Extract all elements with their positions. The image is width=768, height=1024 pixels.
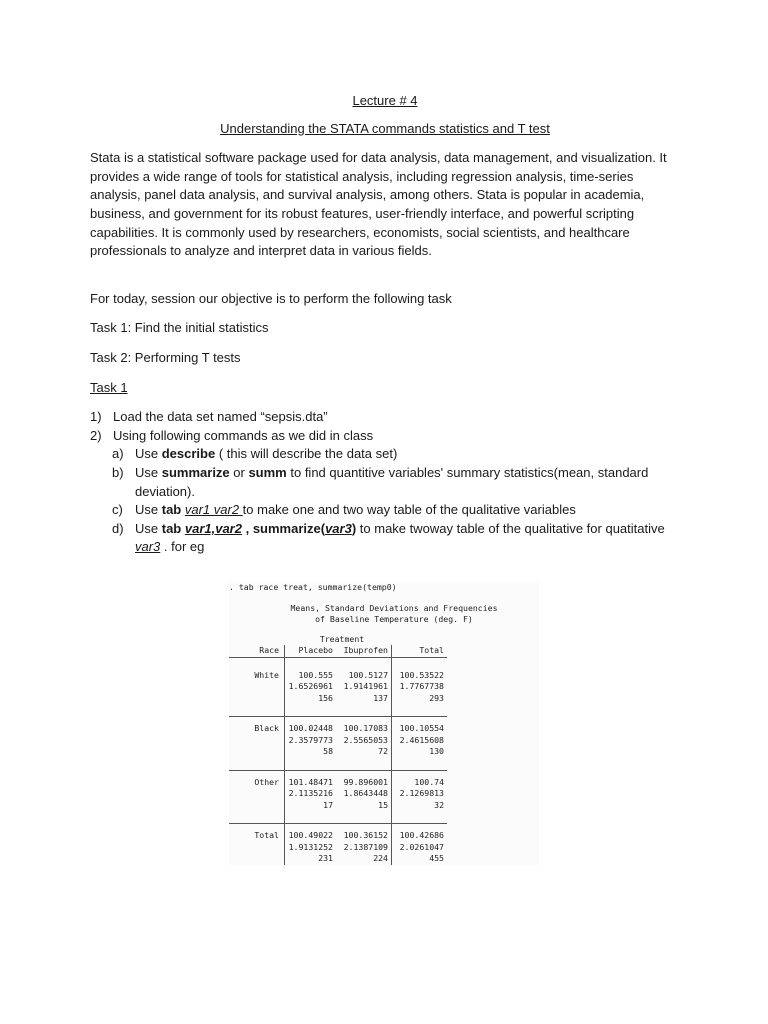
row-header: Race [229, 645, 285, 657]
table-cell-value: White [229, 670, 285, 705]
table-cell-value: Use [135, 464, 162, 480]
var-placeholder: var3 [135, 539, 161, 555]
var-placeholder: var1 var2 [184, 502, 243, 518]
table-cell-value: 2.4615608 [399, 734, 444, 745]
table-cell-value: 2.1387109 [343, 841, 388, 852]
table-cell-value: 231 [318, 853, 333, 863]
table-cell-value: 455 [429, 853, 444, 863]
sub-item-b [90, 464, 680, 501]
table-cell-value: 100.74 [414, 776, 444, 787]
stata-header-1: Means, Standard Deviations and Frequencies [290, 602, 498, 613]
table-cell-value: 1.7767738 [399, 681, 444, 691]
col-header-ibuprofen: Ibuprofen [336, 645, 392, 657]
steps-list [90, 408, 680, 557]
table-cell-value: Task 1 [90, 379, 128, 395]
table-cell-value: c) [112, 502, 123, 518]
table-cell-value: Use [135, 502, 162, 518]
summ-command: summ [248, 464, 287, 480]
table-cell-value: 100.53522 [399, 669, 444, 680]
table-cell-value: 100.555 [298, 669, 333, 680]
table-cell-value: 100.36152 [343, 830, 388, 840]
tab-command: tab [161, 502, 182, 518]
table-cell-value: ( this will describe the data set) [215, 446, 398, 462]
list-number: 2) [90, 427, 102, 443]
var-placeholder: var1,var2 [184, 520, 242, 536]
task2-line: Task 2: Performing T tests [90, 349, 241, 365]
intro-paragraph: Stata is a statistical software package used for data analysis, data management, and visualization. It provides a wide range of tools for statistical analysis, including regression analysis, time-series analysis, panel data analysis, and survival analysis, among others. Stata is popular in academia, business, and government for its robust features, user-friendly interface, and powerful scripting capabilities. It is commonly used by researchers, economists, social scientists, and healthcare professionals to analyze and interpret data in various fields. [90, 150, 667, 259]
table-cell-value: summarize( [252, 520, 326, 536]
list-item [90, 408, 680, 427]
table-cell-value: 17 [323, 799, 333, 810]
table-cell-value: 100.10554 [399, 723, 444, 733]
table-cell-value: to find quantitive variables' summary statistics(mean, standard deviation). [135, 464, 649, 499]
table-cell-value: 1.8643448 [343, 788, 388, 798]
table-cell-value: or [229, 464, 249, 480]
document-page [90, 92, 680, 557]
table-cell-value: 293 [429, 692, 444, 703]
sub-item-d [90, 520, 680, 539]
stata-table [229, 634, 447, 865]
list-item [90, 427, 680, 446]
table-cell-value: Use [135, 446, 162, 462]
table-cell-value: 2.1269813 [399, 788, 444, 798]
task1-heading [90, 379, 680, 398]
table-row [229, 717, 447, 758]
table-cell-value: 1.6526961 [288, 681, 333, 691]
table-cell-value: 15 [378, 799, 388, 810]
list-text: Load the data set named “sepsis.dta” [113, 409, 328, 425]
table-cell-value: 72 [378, 746, 388, 756]
table-cell-value: . for eg [160, 539, 205, 555]
table-cell-value: Black [229, 717, 285, 758]
lecture-title [90, 92, 680, 111]
table-cell-value: 156 [318, 692, 333, 703]
table-cell-value: tab [161, 520, 182, 536]
table-cell-value: 100.42686 [399, 830, 444, 840]
list-text: Using following commands as we did in class [113, 427, 374, 443]
var-placeholder: var3 [325, 520, 352, 536]
table-cell-value: , [241, 520, 253, 536]
table-cell-value: 2.0261047 [399, 841, 444, 852]
table-cell-value: 1.9131252 [288, 841, 333, 852]
stata-header-2: of Baseline Temperature (deg. F) [315, 614, 473, 624]
table-cell-value: 2.1135216 [288, 788, 333, 798]
col-header-total: Total [419, 645, 444, 655]
table-cell-value: a) [112, 446, 124, 462]
stata-output-screenshot [229, 582, 539, 865]
table-row [229, 670, 447, 705]
table-cell-value: Understanding the STATA commands statistics and T test [220, 120, 550, 136]
table-cell-value: 32 [434, 799, 444, 810]
table-cell-value: b) [112, 464, 124, 480]
stata-command: . tab race treat, summarize(temp0) [229, 582, 397, 592]
table-row [229, 824, 447, 865]
table-cell-value: 99.896001 [343, 776, 388, 787]
table-cell-value: 100.49022 [288, 830, 333, 840]
table-cell-value: to make one and two way table of the qualitative variables [242, 502, 576, 518]
table-cell-value: Lecture # 4 [352, 93, 418, 108]
table-cell-value: 100.17083 [343, 723, 388, 733]
table-cell-value: ) [351, 520, 357, 536]
sub-item-a [90, 445, 680, 464]
table-cell-value: 1.9141961 [343, 681, 388, 691]
list-number: 1) [90, 409, 102, 425]
summarize-command: summarize [161, 464, 230, 480]
objective-text: For today, session our objective is to perform the following task [90, 290, 452, 306]
task1-line: Task 1: Find the initial statistics [90, 320, 269, 336]
table-row [229, 770, 447, 811]
sub-item-c [90, 501, 680, 520]
table-cell-value: 2.5565053 [343, 734, 388, 745]
group-label: Treatment [319, 633, 365, 644]
table-cell-value: 137 [373, 692, 388, 703]
col-header-placebo: Placebo [298, 645, 333, 655]
table-cell-value: Use [135, 520, 162, 536]
table-cell-value: Total [229, 824, 285, 865]
table-cell-value: 100.5127 [348, 669, 388, 680]
table-cell-value: 2.3579773 [288, 734, 333, 745]
table-cell-value: 100.02448 [288, 723, 333, 733]
table-cell-value: 224 [373, 853, 388, 863]
table-cell-value: Other [229, 770, 285, 811]
table-cell-value: 101.48471 [288, 776, 333, 787]
table-cell-value: 58 [323, 746, 333, 756]
describe-command: describe [161, 446, 216, 462]
lecture-subtitle [90, 120, 680, 139]
table-cell-value: to make twoway table of the qualitative for quatitative [356, 520, 665, 536]
table-cell-value: d) [112, 520, 124, 536]
table-cell-value: 130 [429, 746, 444, 756]
